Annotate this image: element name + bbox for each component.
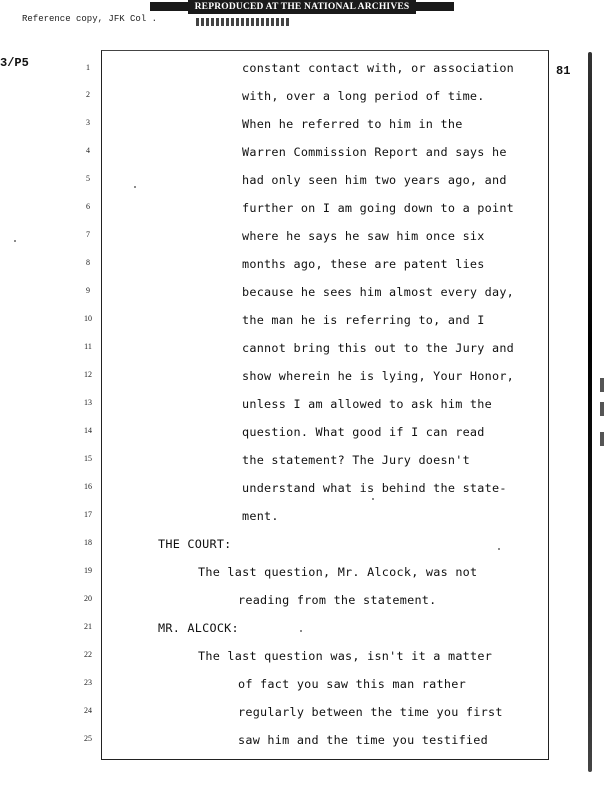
- transcript-line: constant contact with, or association: [242, 61, 515, 75]
- transcript-line: The last question was, isn't it a matter: [198, 649, 493, 663]
- scan-speck: [14, 240, 16, 242]
- line-number: 2: [86, 90, 90, 99]
- line-number: 18: [84, 538, 92, 547]
- archive-stamp: REPRODUCED AT THE NATIONAL ARCHIVES: [188, 0, 416, 14]
- line-number: 25: [84, 734, 92, 743]
- line-number: 10: [84, 314, 92, 323]
- transcript-line: the man he is referring to, and I: [242, 313, 485, 327]
- stamp-bar-right: [414, 2, 454, 11]
- line-number: 19: [84, 566, 92, 575]
- line-number: 3: [86, 118, 90, 127]
- binder-edge: [588, 52, 592, 772]
- line-number: 6: [86, 202, 90, 211]
- line-number: 16: [84, 482, 92, 491]
- line-number: 24: [84, 706, 92, 715]
- line-number: 7: [86, 230, 90, 239]
- scan-speck: [372, 498, 374, 500]
- transcript-line: When he referred to him in the: [242, 117, 463, 131]
- line-number: 20: [84, 594, 92, 603]
- line-number: 23: [84, 678, 92, 687]
- line-number: 15: [84, 454, 92, 463]
- transcript-line: the statement? The Jury doesn't: [242, 453, 470, 467]
- transcript-line: ment.: [242, 509, 279, 523]
- transcript-line: saw him and the time you testified: [238, 733, 488, 747]
- transcript-line: unless I am allowed to ask him the: [242, 397, 492, 411]
- speaker-label: THE COURT:: [158, 537, 232, 551]
- line-number: 5: [86, 174, 90, 183]
- binder-mark: [600, 378, 604, 392]
- transcript-line: reading from the statement.: [238, 593, 437, 607]
- scan-speck: [300, 630, 302, 632]
- transcript-line: where he says he saw him once six: [242, 229, 485, 243]
- scan-speck: [134, 186, 136, 188]
- line-number: 22: [84, 650, 92, 659]
- transcript-line: The last question, Mr. Alcock, was not: [198, 565, 478, 579]
- speaker-label: MR. ALCOCK:: [158, 621, 239, 635]
- line-number: 12: [84, 370, 92, 379]
- transcript-line: had only seen him two years ago, and: [242, 173, 507, 187]
- line-number: 8: [86, 258, 90, 267]
- line-number: 17: [84, 510, 92, 519]
- scan-speck: [498, 548, 500, 550]
- transcript-line: show wherein he is lying, Your Honor,: [242, 369, 515, 383]
- line-number: 9: [86, 286, 90, 295]
- transcript-line: understand what is behind the state-: [242, 481, 507, 495]
- reference-scrawl: [196, 18, 291, 26]
- transcript-line: cannot bring this out to the Jury and: [242, 341, 515, 355]
- line-number: 1: [86, 63, 90, 72]
- line-number: 21: [84, 622, 92, 631]
- transcript-line: regularly between the time you first: [238, 705, 503, 719]
- line-number: 13: [84, 398, 92, 407]
- page-code: 3/P5: [0, 56, 29, 70]
- transcript-line: further on I am going down to a point: [242, 201, 515, 215]
- transcript-line: because he sees him almost every day,: [242, 285, 515, 299]
- reference-copy-label: Reference copy, JFK Col .: [22, 14, 158, 24]
- transcript-line: months ago, these are patent lies: [242, 257, 485, 271]
- transcript-line: Warren Commission Report and says he: [242, 145, 507, 159]
- line-number: 11: [84, 342, 92, 351]
- line-number: 14: [84, 426, 92, 435]
- page-number: 81: [556, 64, 571, 78]
- binder-mark: [600, 432, 604, 446]
- transcript-line: with, over a long period of time.: [242, 89, 485, 103]
- stamp-bar-left: [150, 2, 190, 11]
- transcript-line: question. What good if I can read: [242, 425, 485, 439]
- line-number: 4: [86, 146, 90, 155]
- binder-mark: [600, 402, 604, 416]
- transcript-line: of fact you saw this man rather: [238, 677, 466, 691]
